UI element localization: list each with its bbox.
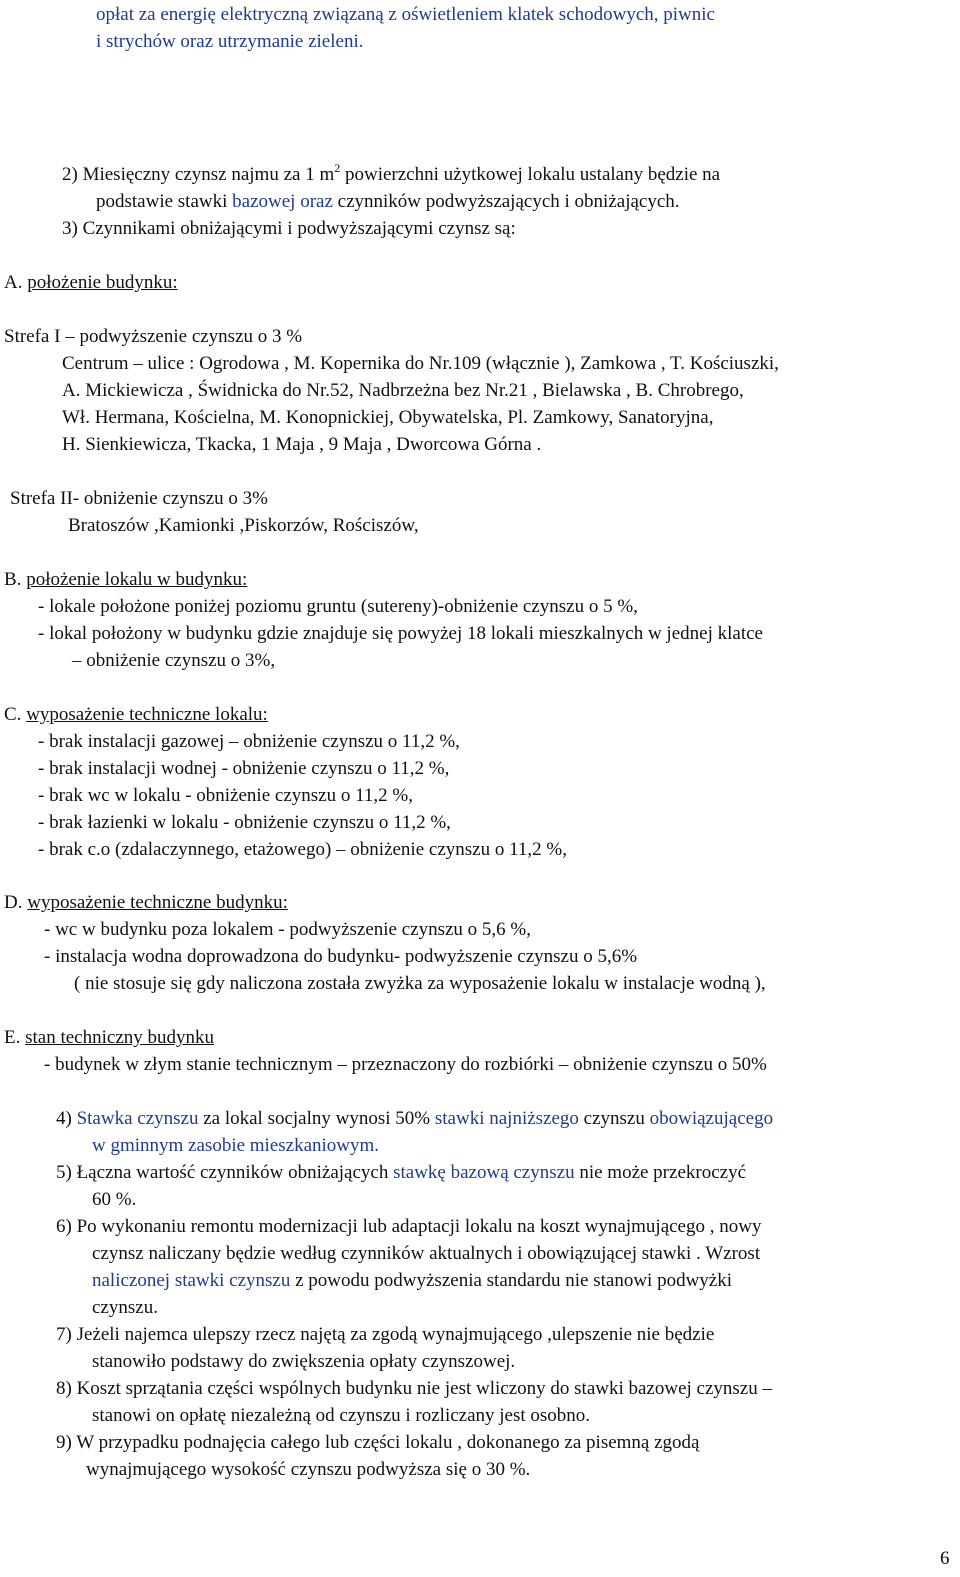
point-2-line-1: 2) Miesięczny czynsz najmu za 1 $m^2$ powierzchni użytkowej lokalu ustalany będzie na — [62, 161, 721, 185]
list-item: - lokal położony w budynku gdzie znajduje się powyżej 18 lokali mieszkalnych w jednej klatce — [38, 623, 763, 644]
section-a-heading: A. położenie budynku: — [4, 272, 178, 293]
zone-2-places: Bratoszów ,Kamionki ,Piskorzów, Rościszów, — [68, 515, 419, 536]
list-item: - brak wc w lokalu - obniżenie czynszu o 11,2 %, — [38, 785, 413, 806]
list-item: - lokale położone poniżej poziomu gruntu (sutereny)-obniżenie czynszu o 5 %, — [38, 596, 638, 617]
zone-1-title: Strefa I – podwyższenie czynszu o 3 % — [4, 326, 303, 347]
page-number: 6 — [940, 1548, 950, 1569]
superscript: 2 — [334, 161, 341, 175]
point-6-line-3: naliczonej stawki czynszu z powodu podwyższenia standardu nie stanowi podwyżki — [92, 1270, 733, 1291]
zone-1-streets-line: Centrum – ulice : Ogrodowa , M. Kopernika do Nr.109 (włącznie ), Zamkowa , T. Kościuszki, — [62, 353, 779, 374]
list-item: - brak instalacji wodnej - obniżenie czynszu o 11,2 %, — [38, 758, 450, 779]
list-item: - brak c.o (zdalaczynnego, etażowego) – obniżenie czynszu o 11,2 %, — [38, 839, 567, 860]
point-5-line-2: 60 %. — [92, 1189, 137, 1210]
list-item: ( nie stosuje się gdy naliczona została zwyżka za wyposażenie lokalu w instalacje wodną ), — [74, 973, 766, 994]
point-5-line-1: 5) Łączna wartość czynników obniżających stawkę bazową czynszu nie może przekroczyć — [56, 1162, 747, 1183]
point-8-line-1: 8) Koszt sprzątania części wspólnych budynku nie jest wliczony do stawki bazowej czynszu – — [56, 1378, 772, 1399]
point-6-line-2: czynsz naliczany będzie według czynników aktualnych i obowiązującej stawki . Wzrost — [92, 1243, 761, 1264]
point-8-line-2: stanowi on opłatę niezależną od czynszu i rozliczany jest osobno. — [92, 1405, 591, 1426]
point-6-line-1: 6) Po wykonaniu remontu modernizacji lub adaptacji lokalu na koszt wynajmującego , nowy — [56, 1216, 762, 1237]
intro-line-1: opłat za energię elektryczną związaną z oświetleniem klatek schodowych, piwnic — [96, 4, 715, 25]
point-4-line-1: 4) Stawka czynszu za lokal socjalny wynosi 50% stawki najniższego czynszu obowiązującego — [56, 1108, 774, 1129]
point-9-line-2: wynajmującego wysokość czynszu podwyższa się o 30 %. — [86, 1459, 531, 1480]
point-9-line-1: 9) W przypadku podnajęcia całego lub części lokalu , dokonanego za pisemną zgodą — [56, 1432, 700, 1453]
point-2-line-2: podstawie stawki bazowej oraz czynników podwyższających i obniżających. — [96, 191, 680, 212]
point-7-line-1: 7) Jeżeli najemca ulepszy rzecz najętą za zgodą wynajmującego ,ulepszenie nie będzie — [56, 1324, 715, 1345]
list-item: – obniżenie czynszu o 3%, — [72, 650, 276, 671]
section-d-heading: D. wyposażenie techniczne budynku: — [4, 892, 288, 913]
point-7-line-2: stanowiło podstawy do zwiększenia opłaty czynszowej. — [92, 1351, 516, 1372]
blue-text: bazowej oraz — [232, 191, 333, 212]
list-item: - wc w budynku poza lokalem - podwyższenie czynszu o 5,6 %, — [44, 919, 531, 940]
section-c-heading: C. wyposażenie techniczne lokalu: — [4, 704, 268, 725]
section-b-heading: B. położenie lokalu w budynku: — [4, 569, 248, 590]
zone-1-streets-line: A. Mickiewicza , Świdnicka do Nr.52, Nadbrzeżna bez Nr.21 , Bielawska , B. Chrobrego, — [62, 380, 744, 401]
intro-line-2: i strychów oraz utrzymanie zieleni. — [96, 31, 364, 52]
point-6-line-4: czynszu. — [92, 1297, 158, 1318]
list-item: - instalacja wodna doprowadzona do budynku- podwyższenie czynszu o 5,6% — [44, 946, 638, 967]
zone-2-title: Strefa II- obniżenie czynszu o 3% — [10, 488, 268, 509]
point-4-line-2: w gminnym zasobie mieszkaniowym. — [92, 1135, 380, 1156]
point-3: 3) Czynnikami obniżającymi i podwyższającymi czynsz są: — [62, 218, 516, 239]
list-item: - budynek w złym stanie technicznym – przeznaczony do rozbiórki – obniżenie czynszu o 50% — [44, 1054, 767, 1075]
list-item: - brak instalacji gazowej – obniżenie czynszu o 11,2 %, — [38, 731, 460, 752]
zone-1-streets-line: H. Sienkiewicza, Tkacka, 1 Maja , 9 Maja , Dworcowa Górna . — [62, 434, 542, 455]
zone-1-streets-line: Wł. Hermana, Kościelna, M. Konopnickiej, Obywatelska, Pl. Zamkowy, Sanatoryjna, — [62, 407, 714, 428]
section-e-heading: E. stan techniczny budynku — [4, 1027, 215, 1048]
list-item: - brak łazienki w lokalu - obniżenie czynszu o 11,2 %, — [38, 812, 451, 833]
